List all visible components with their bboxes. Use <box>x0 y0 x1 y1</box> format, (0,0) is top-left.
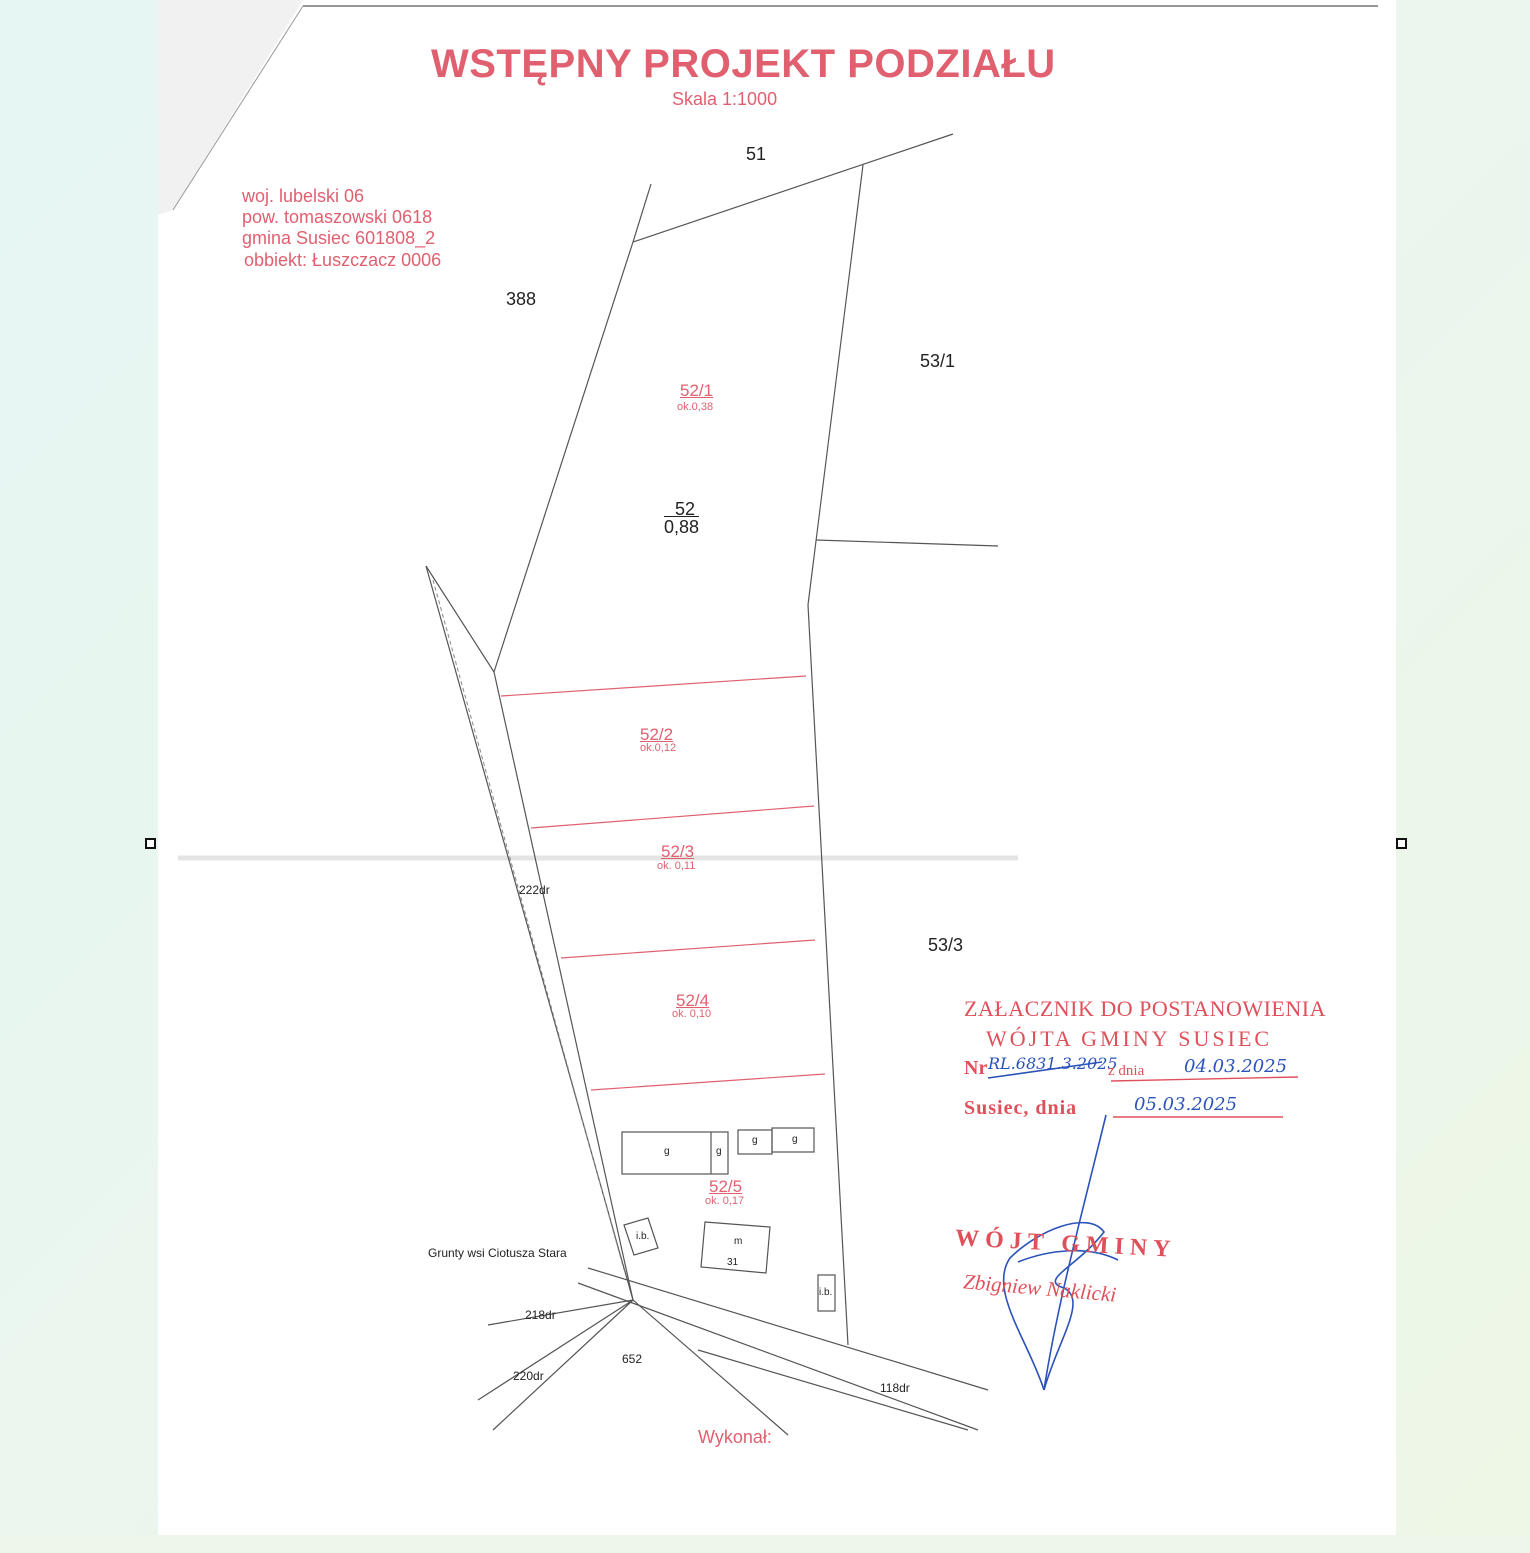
stamp-line-1: ZAŁACZNIK DO POSTANOWIENIA <box>964 996 1326 1021</box>
road-118dr-label: 118dr <box>880 1381 910 1395</box>
location-voivodeship: woj. lubelski 06 <box>242 186 365 206</box>
plot-52-4-id: 52/4 <box>676 991 710 1010</box>
plot-52-2-area: ok.0,12 <box>640 742 677 754</box>
stamp-nr-value: RL.6831.3.2025 <box>988 1054 1118 1073</box>
parcel-52-id: 52 <box>675 499 696 519</box>
scale-label: Skala 1:1000 <box>672 89 778 109</box>
stamp-date-value: 04.03.2025 <box>1184 1056 1288 1077</box>
location-object: obbiekt: Łuszczacz 0006 <box>244 250 442 270</box>
building-g-label: g <box>664 1146 670 1157</box>
stamp-place-label: Susiec, dnia <box>964 1097 1078 1119</box>
plot-52-5-area: ok. 0,17 <box>705 1195 745 1207</box>
parcel-52-area: 0,88 <box>664 517 700 537</box>
neighbour-land-label: Grunty wsi Ciotusza Stara <box>428 1246 567 1260</box>
document-title: WSTĘPNY PROJEKT PODZIAŁU <box>431 42 1056 86</box>
building-g-label: g <box>716 1146 722 1157</box>
building-m-label: m <box>734 1236 743 1247</box>
road-222dr-label: 222dr <box>519 883 550 897</box>
parcel-53-3-label: 53/3 <box>928 935 964 955</box>
stamp-place-date: 05.03.2025 <box>1134 1094 1238 1115</box>
stamp-line-2: WÓJTA GMINY SUSIEC <box>986 1026 1273 1051</box>
stamp-date-label: z dnia <box>1108 1063 1145 1079</box>
building-ib-label: i.b. <box>636 1231 650 1242</box>
signer-title: WÓJT GMINY <box>954 1225 1178 1263</box>
building-g-label: g <box>792 1134 798 1145</box>
plot-52-1-id: 52/1 <box>680 381 714 400</box>
parcel-652-label: 652 <box>622 1352 643 1366</box>
parcel-388-label: 388 <box>506 289 537 309</box>
road-220dr-label: 220dr <box>513 1369 544 1383</box>
plot-52-1-area: ok.0,38 <box>677 401 714 413</box>
plot-52-5-id: 52/5 <box>709 1177 743 1196</box>
building-m-number: 31 <box>727 1257 739 1268</box>
signer-name: Zbigniew Naklicki <box>962 1269 1118 1307</box>
executed-by-label: Wykonał: <box>698 1427 772 1447</box>
location-commune: gmina Susiec 601808_2 <box>242 228 436 248</box>
resize-handle-left[interactable] <box>145 838 156 849</box>
plot-52-3-id: 52/3 <box>661 842 695 861</box>
resize-handle-right[interactable] <box>1396 838 1407 849</box>
stamp-nr-label: Nr <box>964 1057 988 1079</box>
footer-strip <box>0 1535 1530 1553</box>
plot-52-4-area: ok. 0,10 <box>672 1008 712 1020</box>
building-g-label: g <box>752 1135 758 1146</box>
location-county: pow. tomaszowski 0618 <box>242 207 433 227</box>
building-ib-label: i.b. <box>819 1287 833 1298</box>
plot-52-2-id: 52/2 <box>640 725 674 744</box>
plot-52-3-area: ok. 0,11 <box>657 860 696 872</box>
document-page <box>158 0 1396 1535</box>
parcel-51-label: 51 <box>746 144 767 164</box>
parcel-53-1-label: 53/1 <box>920 351 956 371</box>
road-218dr-label: 218dr <box>525 1308 556 1322</box>
